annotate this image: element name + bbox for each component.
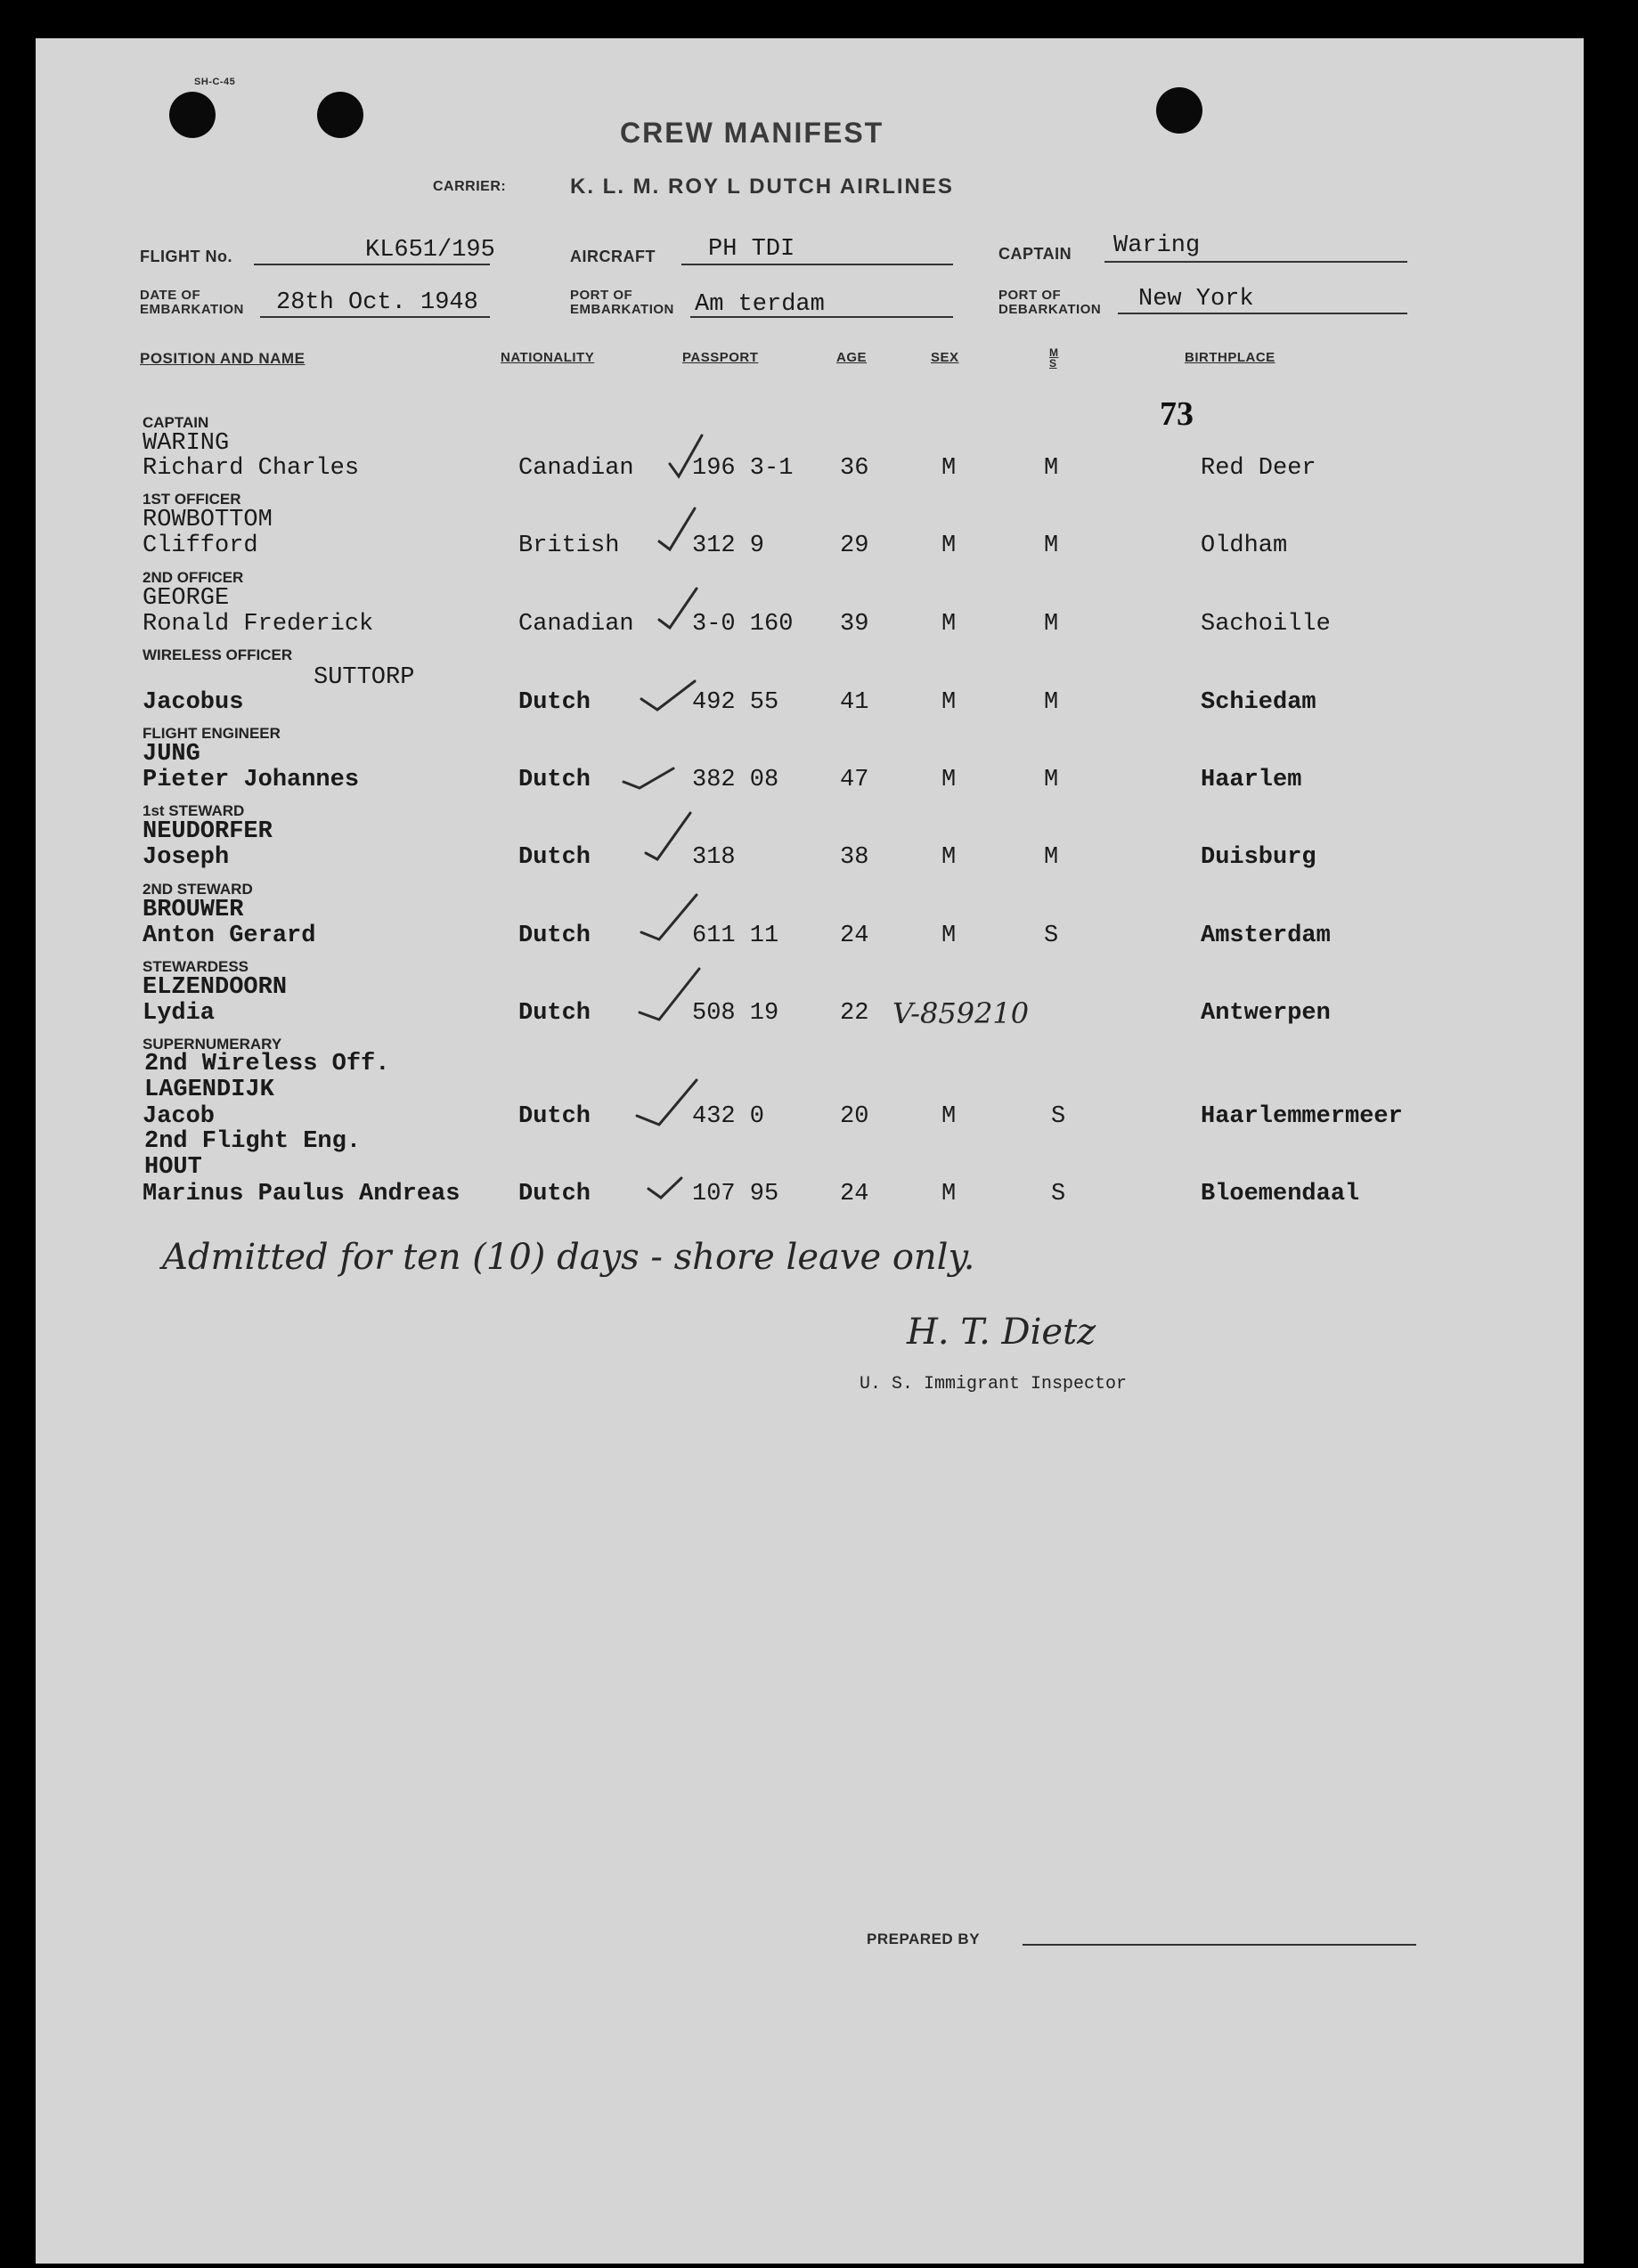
crew-passport: 107 95 <box>692 1181 779 1207</box>
check-mark <box>641 895 697 939</box>
crew-marital: M <box>1044 844 1059 871</box>
crew-age: 20 <box>840 1103 869 1130</box>
carrier-value: K. L. M. ROY L DUTCH AIRLINES <box>570 175 954 199</box>
crew-passport: 611 11 <box>692 923 779 949</box>
date-label-line2: EMBARKATION <box>140 302 244 317</box>
crew-surname: BROUWER <box>143 897 244 923</box>
crew-role: FLIGHT ENGINEER <box>143 725 281 742</box>
crew-role: 1ST OFFICER <box>143 491 241 508</box>
crew-passport: 382 08 <box>692 767 779 793</box>
aircraft-value: PH TDI <box>708 236 795 263</box>
crew-birthplace: Bloemendaal <box>1201 1181 1360 1207</box>
crew-passport: 508 19 <box>692 1000 779 1027</box>
admission-note: Admitted for ten (10) days - shore leave only. <box>162 1237 975 1278</box>
check-mark <box>623 768 673 788</box>
crew-passport: 312 9 <box>692 532 765 559</box>
crew-sex: M <box>941 689 957 716</box>
crew-nationality: Canadian <box>518 611 634 638</box>
crew-sex: M <box>941 923 957 949</box>
check-mark <box>641 681 695 710</box>
crew-given-name: Lydia <box>143 1000 216 1027</box>
check-mark <box>670 435 702 476</box>
crew-nationality: Canadian <box>518 455 634 482</box>
check-mark <box>646 813 690 859</box>
crew-nationality: Dutch <box>518 1000 591 1027</box>
crew-nationality: Dutch <box>518 923 591 949</box>
port-debarkation-value: New York <box>1138 286 1254 313</box>
crew-given-name: Ronald Frederick <box>143 611 374 638</box>
col-position-name: POSITION AND NAME <box>140 350 306 367</box>
crew-marital: S <box>1051 1181 1066 1207</box>
col-birthplace: BIRTHPLACE <box>1185 350 1275 365</box>
crew-surname: NEUDORFER <box>143 818 273 845</box>
crew-age: 24 <box>840 1181 869 1207</box>
crew-role: STEWARDESS <box>143 958 249 975</box>
crew-birthplace: Oldham <box>1201 532 1288 559</box>
aircraft-label: AIRCRAFT <box>570 248 656 265</box>
prepared-by-line <box>1023 1944 1416 1946</box>
flight-label: FLIGHT No. <box>140 248 232 265</box>
crew-passport: 196 3-1 <box>692 455 794 482</box>
crew-sex: M <box>941 1103 957 1130</box>
col-nationality: NATIONALITY <box>501 350 595 365</box>
col-passport: PASSPORT <box>682 350 759 365</box>
crew-given-name: Anton Gerard <box>143 923 316 949</box>
port-deb-label-line2: DEBARKATION <box>998 302 1102 317</box>
crew-sex: M <box>941 844 957 871</box>
crew-given-name: Jacobus <box>143 689 244 716</box>
crew-given-name: Joseph <box>143 844 230 871</box>
crew-role: SUPERNUMERARY <box>143 1036 282 1053</box>
crew-given-name: Richard Charles <box>143 455 360 482</box>
check-mark <box>659 508 695 549</box>
crew-birthplace: Schiedam <box>1201 689 1316 716</box>
crew-birthplace: Duisburg <box>1201 844 1316 871</box>
col-age: AGE <box>836 350 868 365</box>
crew-surname: 2nd Flight Eng. HOUT <box>144 1128 362 1181</box>
col-sex: SEX <box>931 350 959 365</box>
crew-sex: M <box>941 532 957 559</box>
crew-nationality: Dutch <box>518 767 591 793</box>
prepared-by-label: PREPARED BY <box>867 1931 981 1947</box>
crew-surname: 2nd Wireless Off. LAGENDIJK <box>144 1051 390 1103</box>
crew-surname: WARING <box>143 430 230 457</box>
crew-nationality: Dutch <box>518 844 591 871</box>
crew-role: CAPTAIN <box>143 414 209 431</box>
crew-nationality: Dutch <box>518 1181 591 1207</box>
manifest-sheet <box>36 38 1584 2264</box>
crew-given-name: Jacob <box>143 1103 216 1130</box>
form-code: SH-C-45 <box>194 77 236 87</box>
crew-role: 2ND STEWARD <box>143 881 253 898</box>
crew-nationality: British <box>518 532 620 559</box>
crew-birthplace: Antwerpen <box>1201 1000 1331 1027</box>
crew-given-name: Pieter Johannes <box>143 767 360 793</box>
check-mark <box>648 1178 681 1198</box>
crew-role: WIRELESS OFFICER <box>143 646 293 663</box>
port-deb-label-line1: PORT OF <box>998 288 1062 303</box>
crew-age: 38 <box>840 844 869 871</box>
crew-age: 39 <box>840 611 869 638</box>
inspector-signature: H. T. Dietz <box>907 1312 1096 1353</box>
crew-surname: GEORGE <box>143 585 230 612</box>
crew-surname: JUNG <box>143 741 200 768</box>
check-mark <box>640 969 699 1020</box>
col-marital: M S <box>1049 346 1059 370</box>
crew-marital: M <box>1044 611 1059 638</box>
crew-birthplace: Haarlemmermeer <box>1201 1103 1403 1130</box>
crew-surname: SUTTORP <box>314 664 415 691</box>
captain-label: CAPTAIN <box>998 245 1072 263</box>
port-emb-label-line2: EMBARKATION <box>570 302 674 317</box>
crew-birthplace: Sachoille <box>1201 611 1331 638</box>
crew-birthplace: Red Deer <box>1201 455 1316 482</box>
flight-value: KL651/195 <box>365 237 495 264</box>
crew-age: 41 <box>840 689 869 716</box>
date-embarkation-value: 28th Oct. 1948 <box>276 289 478 316</box>
port-embarkation-value: Am terdam <box>695 291 825 318</box>
crew-given-name: Marinus Paulus Andreas <box>143 1181 460 1207</box>
crew-marital: S <box>1044 923 1059 949</box>
crew-marital: M <box>1044 532 1059 559</box>
crew-visa-handwritten: V-859210 <box>892 996 1030 1030</box>
crew-age: 24 <box>840 923 869 949</box>
crew-role: 1st STEWARD <box>143 802 245 819</box>
crew-age: 22 <box>840 1000 869 1027</box>
crew-sex: M <box>941 767 957 793</box>
crew-passport: 432 0 <box>692 1103 765 1130</box>
crew-birthplace: Haarlem <box>1201 767 1302 793</box>
inspector-title: U. S. Immigrant Inspector <box>860 1374 1128 1394</box>
crew-nationality: Dutch <box>518 1103 591 1130</box>
crew-marital: S <box>1051 1103 1066 1130</box>
date-label-line1: DATE OF <box>140 288 201 303</box>
port-emb-label-line1: PORT OF <box>570 288 633 303</box>
crew-marital: M <box>1044 689 1059 716</box>
crew-surname: ROWBOTTOM <box>143 507 273 533</box>
crew-given-name: Clifford <box>143 532 258 559</box>
crew-marital: M <box>1044 455 1059 482</box>
check-mark <box>659 589 697 628</box>
crew-sex: M <box>941 1181 957 1207</box>
crew-nationality: Dutch <box>518 689 591 716</box>
page-number: 73 <box>1160 395 1194 433</box>
crew-sex: M <box>941 455 957 482</box>
carrier-label: CARRIER: <box>433 179 507 194</box>
crew-passport: 492 55 <box>692 689 779 716</box>
crew-birthplace: Amsterdam <box>1201 923 1331 949</box>
crew-passport: 3-0 160 <box>692 611 794 638</box>
captain-value: Waring <box>1113 232 1201 259</box>
check-mark <box>637 1080 697 1125</box>
crew-marital: M <box>1044 767 1059 793</box>
crew-role: 2ND OFFICER <box>143 569 244 586</box>
check-marks <box>36 38 1584 1285</box>
page-title: CREW MANIFEST <box>620 117 884 149</box>
crew-age: 36 <box>840 455 869 482</box>
crew-passport: 318 <box>692 844 736 871</box>
crew-age: 29 <box>840 532 869 559</box>
crew-age: 47 <box>840 767 869 793</box>
crew-sex: M <box>941 611 957 638</box>
crew-surname: ELZENDOORN <box>143 974 288 1001</box>
